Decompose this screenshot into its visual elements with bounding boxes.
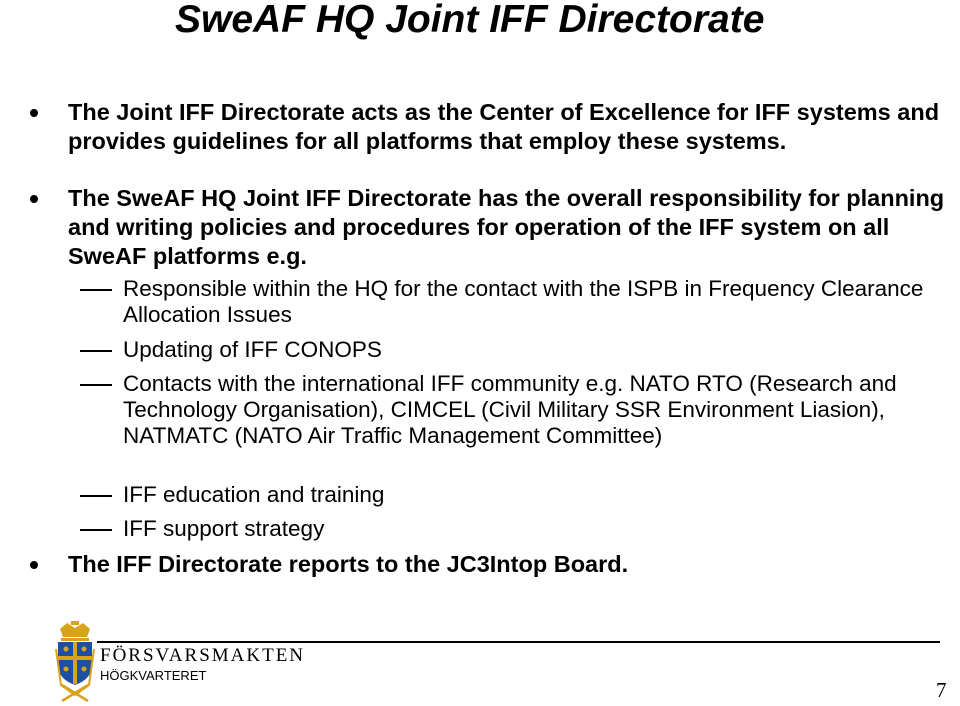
dash-marker — [80, 529, 112, 531]
bullet-text: The SweAF HQ Joint IFF Directorate has the overall responsibility for planning and writing policies and procedures for operation of the IFF system on all SweAF platforms e.g. — [68, 185, 945, 269]
slide-title: SweAF HQ Joint IFF Directorate — [175, 0, 765, 41]
dash-marker — [80, 495, 112, 497]
bullet-text: The Joint IFF Directorate acts as the Center of Excellence for IFF systems and provides guidelines for all platforms that employ these systems. — [68, 99, 940, 154]
bullet-dot — [30, 195, 38, 203]
sub-item-text: IFF support strategy — [123, 516, 325, 541]
bullet-dot — [30, 109, 38, 117]
crest-logo-icon — [52, 619, 98, 703]
dash-marker — [80, 350, 112, 352]
sub-item-text: Updating of IFF CONOPS — [123, 337, 382, 362]
dash-marker — [80, 289, 112, 291]
sub-item-text: IFF education and training — [123, 482, 385, 507]
page-number: 7 — [936, 678, 947, 702]
sub-item-text: Contacts with the international IFF community e.g. NATO RTO (Research and Technology Organisation), CIMCEL (Civil Military SSR Environment Liasion), NATMATC (NATO Air Traffic Management Committee) — [123, 371, 897, 448]
bullet-text: The IFF Directorate reports to the JC3Intop Board. — [68, 551, 629, 577]
dash-marker — [80, 384, 112, 386]
sub-item-text: Responsible within the HQ for the contact with the ISPB in Frequency Clearance Allocation Issues — [123, 276, 924, 327]
footer-divider — [97, 641, 940, 643]
organization-name: FÖRSVARSMAKTEN — [100, 645, 306, 666]
bullet-dot — [30, 561, 38, 569]
organization-unit: HÖGKVARTERET — [100, 668, 207, 683]
